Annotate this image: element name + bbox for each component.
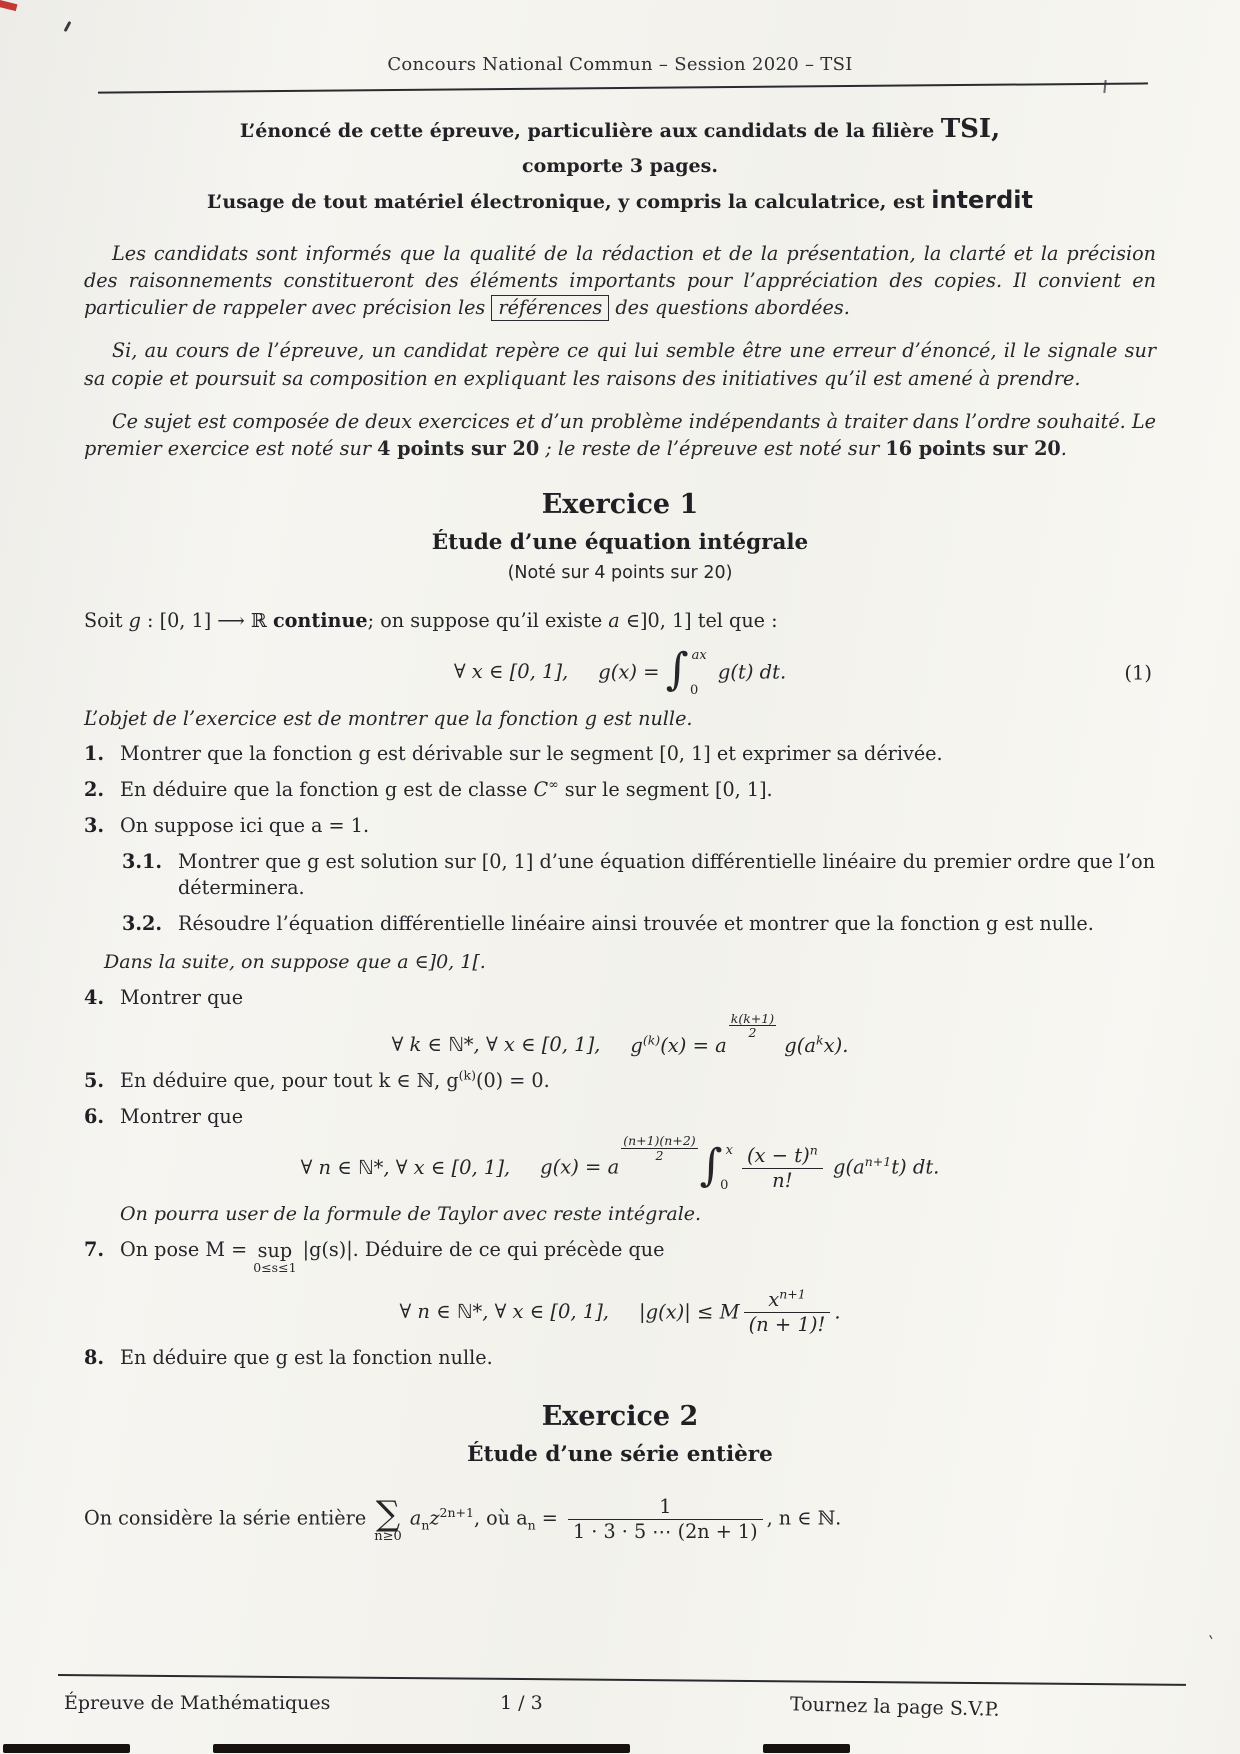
preamble-3-b: ; le reste de l’épreuve est noté sur bbox=[539, 437, 886, 461]
sigma-lower-limit: n≥0 bbox=[374, 1528, 402, 1544]
question-6-text: Montrer que bbox=[120, 1104, 244, 1128]
series-fraction bbox=[568, 1496, 763, 1543]
eq4-a-exponent: k bbox=[816, 1031, 824, 1047]
intro-text-c: ; on suppose qu’il existe bbox=[367, 608, 609, 632]
question-7-text bbox=[120, 1237, 1156, 1275]
question-3-2-text: Résoudre l’équation différentielle linéaire ainsi trouvée et montrer que la fonction g est nulle. bbox=[178, 912, 1094, 936]
preamble-3-c: . bbox=[1060, 437, 1067, 461]
series-variable-exponent: 2n+1 bbox=[439, 1505, 474, 1521]
sum-symbol bbox=[374, 1493, 402, 1544]
notice-filiere: TSI, bbox=[940, 114, 1001, 145]
infinity-exponent: ∞ bbox=[548, 776, 559, 792]
question-5 bbox=[84, 1068, 1156, 1095]
scan-bottom-strip bbox=[213, 1744, 630, 1753]
question-1-text: Montrer que la fonction g est dérivable sur le segment [0, 1] et exprimer sa dérivée. bbox=[120, 741, 943, 765]
exercise-1-subtitle: Étude d’une équation intégrale bbox=[431, 530, 809, 556]
display-equation-1 bbox=[84, 643, 1156, 698]
question-7-text-b: |g(s)|. Déduire de ce qui précède que bbox=[296, 1238, 665, 1262]
display-equation-6 bbox=[84, 1133, 1156, 1194]
question-3-1-text: Montrer que g est solution sur [0, 1] d’une équation différentielle linéaire du premier ordre que l’on déterminera. bbox=[178, 849, 1156, 900]
question-3-1 bbox=[122, 849, 1156, 903]
eq7-frac-num bbox=[744, 1286, 831, 1313]
eq6-exponent-fraction bbox=[621, 1134, 697, 1163]
eq7-frac-num-base: x bbox=[768, 1287, 780, 1311]
sup-limits: 0≤s≤1 bbox=[253, 1260, 297, 1276]
notice-line-3-text: L’usage de tout matériel électronique, y compris la calculatrice, est bbox=[207, 191, 932, 214]
integral-symbol: ∫ bbox=[699, 1139, 723, 1191]
scan-bottom-strip bbox=[763, 1744, 850, 1753]
question-3-2 bbox=[122, 911, 1156, 938]
question-3-1-number: 3.1. bbox=[122, 849, 163, 873]
question-2-text-b: sur le segment [0, 1]. bbox=[558, 777, 773, 801]
points-rest: 16 points sur 20 bbox=[885, 437, 1061, 461]
eq6-tail: g(a bbox=[826, 1155, 865, 1179]
eq6-a-exponent: n+1 bbox=[864, 1154, 892, 1170]
eq1-lhs: g(x) = bbox=[598, 660, 666, 684]
intro-text-d: ∈]0, 1] tel que : bbox=[619, 608, 778, 632]
preamble-2-text: Si, au cours de l’épreuve, un candidat repère ce qui lui semble être une erreur d’énoncé, il le signale sur sa copie et poursuit sa composition en expliquant les raisons des initiatives qu’il est amené à prendre. bbox=[84, 339, 1156, 390]
notice-line-3 bbox=[84, 181, 1156, 219]
sigma-glyph: ∑ bbox=[375, 1493, 401, 1534]
question-2-text bbox=[120, 777, 1156, 804]
eq1-lower-limit: 0 bbox=[690, 682, 699, 698]
eq7-frac-num-exp: n+1 bbox=[779, 1286, 806, 1302]
eq6-frac-num bbox=[742, 1142, 823, 1169]
question-3-2-number: 3.2. bbox=[122, 912, 163, 936]
equation-tag-1: (1) bbox=[1124, 661, 1152, 685]
eq6-integral-limits bbox=[720, 1143, 733, 1194]
taylor-hint: On pourra user de la formule de Taylor avec reste intégrale. bbox=[120, 1203, 702, 1226]
question-8 bbox=[84, 1345, 1156, 1372]
eq7-quantifier: ∀ n ∈ ℕ*, ∀ x ∈ [0, 1], bbox=[399, 1299, 610, 1323]
eq1-rhs: g(t) dt. bbox=[711, 660, 787, 684]
question-2-text-a: En déduire que la fonction g est de classe bbox=[120, 777, 534, 801]
notice-interdit: interdit bbox=[931, 186, 1033, 215]
eq7-frac-den: (n + 1)! bbox=[748, 1312, 826, 1336]
notice-line-1-text: L’énoncé de cette épreuve, particulière aux candidats de la filière bbox=[239, 120, 941, 143]
middle-note: Dans la suite, on suppose que a ∈]0, 1[. bbox=[104, 951, 486, 974]
eq4-exp-num: k(k+1) bbox=[730, 1010, 775, 1026]
eq4-end: x). bbox=[823, 1033, 849, 1057]
eq6-lower-limit: 0 bbox=[720, 1178, 729, 1194]
question-6-number: 6. bbox=[84, 1104, 105, 1128]
eq6-quantifier: ∀ n ∈ ℕ*, ∀ x ∈ [0, 1], bbox=[300, 1155, 511, 1179]
series-text-f: , n ∈ ℕ. bbox=[766, 1506, 842, 1530]
series-coefficient: a bbox=[403, 1506, 422, 1530]
footer-subject: Épreuve de Mathématiques bbox=[64, 1692, 331, 1714]
page-header bbox=[84, 52, 1156, 89]
intro-text-a: Soit bbox=[84, 608, 129, 632]
question-7 bbox=[84, 1237, 1156, 1275]
eq4-tail: g(a bbox=[778, 1033, 817, 1057]
var-a: a bbox=[608, 608, 620, 632]
intro-text-b: : [0, 1] ⟶ ℝ bbox=[140, 608, 273, 632]
preamble-1-before: Les candidats sont informés que la qualité de la rédaction et de la présentation, la clarté et la précision des raisonnements constitueront des éléments importants pour l’appréciation des copies. Il convient en particulier de rappeler avec précision les bbox=[84, 241, 1156, 320]
question-2-number: 2. bbox=[84, 777, 105, 801]
exercise-1-note: (Noté sur 4 points sur 20) bbox=[507, 563, 733, 584]
question-5-text bbox=[120, 1068, 1156, 1095]
question-1-number: 1. bbox=[84, 741, 105, 765]
footer-rule bbox=[58, 1674, 1186, 1686]
eq4-mid: (x) = a bbox=[660, 1033, 727, 1057]
header-title: Concours National Commun – Session 2020 – TSI bbox=[387, 54, 853, 75]
eq6-frac-num-base: (x − t) bbox=[746, 1143, 810, 1167]
preamble-3-a: Ce sujet est composée de deux exercices et d’un problème indépendants à traiter dans l’ordre souhaité. Le premier exercice est noté sur bbox=[84, 409, 1156, 461]
intro-bold-continue: continue bbox=[272, 608, 368, 632]
question-3-number: 3. bbox=[84, 813, 105, 837]
series-text-d: , où a bbox=[473, 1506, 528, 1530]
eq6-lhs: g(x) = a bbox=[540, 1155, 620, 1179]
eq6-upper-limit: x bbox=[725, 1143, 733, 1159]
series-frac-num: 1 bbox=[568, 1496, 763, 1520]
display-equation-7 bbox=[84, 1286, 1156, 1337]
exercise-2-title: Exercice 2 bbox=[541, 1401, 699, 1433]
question-8-number: 8. bbox=[84, 1346, 105, 1370]
question-7-number: 7. bbox=[84, 1238, 105, 1262]
sup-operator bbox=[253, 1238, 297, 1276]
exercise-2-series bbox=[84, 1493, 1156, 1544]
eq7-fraction bbox=[744, 1286, 831, 1337]
integral-symbol: ∫ bbox=[665, 643, 689, 695]
footer-turn-page: Tournez la page S.V.P. bbox=[789, 1693, 1000, 1721]
preamble-paragraph-3 bbox=[84, 408, 1156, 463]
eq4-exponent-fraction bbox=[729, 1012, 776, 1041]
preamble-paragraph-1 bbox=[84, 240, 1156, 322]
eq6-frac-num-exp: n bbox=[809, 1142, 818, 1158]
exercise-1-intro bbox=[84, 608, 1156, 635]
question-5-number: 5. bbox=[84, 1068, 105, 1092]
scan-bottom-strip bbox=[3, 1744, 130, 1753]
series-coefficient-index: n bbox=[421, 1517, 430, 1533]
eq6-end: t) dt. bbox=[891, 1155, 940, 1179]
question-3 bbox=[84, 813, 1156, 840]
eq1-integral-limits bbox=[689, 649, 707, 697]
question-5-text-b: (0) = 0. bbox=[475, 1068, 550, 1092]
series-text-a: On considère la série entière bbox=[84, 1506, 373, 1530]
class-c-symbol: C bbox=[533, 777, 549, 801]
question-3-text: On suppose ici que a = 1. bbox=[120, 813, 370, 837]
var-g: g bbox=[128, 608, 141, 632]
notice-block bbox=[84, 109, 1156, 219]
eq1-upper-limit: ax bbox=[691, 647, 707, 663]
exercise-1-title: Exercice 1 bbox=[541, 489, 699, 521]
header-rule bbox=[98, 83, 1148, 94]
question-7-text-a: On pose M = bbox=[120, 1238, 254, 1262]
eq4-quantifier: ∀ k ∈ ℕ*, ∀ x ∈ [0, 1], bbox=[391, 1033, 601, 1057]
eq1-quantifier: ∀ x ∈ [0, 1], bbox=[453, 660, 569, 684]
eq6-exp-den: 2 bbox=[655, 1147, 664, 1163]
question-4 bbox=[84, 985, 1156, 1012]
eq4-exp-den: 2 bbox=[748, 1025, 757, 1041]
exercise-1-objective: L’objet de l’exercice est de montrer que la fonction g est nulle. bbox=[84, 706, 693, 730]
preamble-paragraph-2 bbox=[84, 337, 1156, 392]
display-equation-4 bbox=[84, 1010, 1156, 1059]
points-exercise-1: 4 points sur 20 bbox=[377, 437, 540, 461]
exercise-2-subtitle: Étude d’une série entière bbox=[467, 1442, 773, 1468]
series-frac-den: 1 · 3 · 5 ⋯ (2n + 1) bbox=[572, 1520, 758, 1544]
notice-line-1 bbox=[84, 109, 1156, 151]
question-2 bbox=[84, 777, 1156, 804]
eq6-exp-num: (n+1)(n+2) bbox=[623, 1133, 696, 1149]
series-variable: z bbox=[429, 1506, 440, 1530]
eq7-lhs: |g(x)| ≤ M bbox=[639, 1299, 740, 1323]
question-8-text: En déduire que g est la fonction nulle. bbox=[120, 1346, 493, 1370]
sup-word: sup bbox=[257, 1238, 293, 1262]
eq7-end: . bbox=[834, 1299, 841, 1323]
boxed-references: références bbox=[491, 295, 609, 321]
footer-page-number: 1 / 3 bbox=[500, 1692, 543, 1714]
question-5-text-a: En déduire que, pour tout k ∈ ℕ, g bbox=[120, 1068, 459, 1092]
preamble-1-after: des questions abordées. bbox=[609, 296, 850, 320]
eq6-frac-den: n! bbox=[772, 1168, 793, 1192]
scan-comma-mark: ` bbox=[1204, 1633, 1217, 1656]
eq4-g: g bbox=[630, 1033, 643, 1057]
question-4-number: 4. bbox=[84, 985, 105, 1009]
series-equals: = bbox=[535, 1506, 564, 1530]
eq4-derivative-order: (k) bbox=[642, 1031, 661, 1047]
series-an-index: n bbox=[527, 1517, 536, 1533]
notice-line-2: comporte 3 pages. bbox=[522, 154, 718, 177]
question-1 bbox=[84, 741, 1156, 768]
question-4-text: Montrer que bbox=[120, 985, 244, 1009]
question-5-derivative-order: (k) bbox=[458, 1067, 476, 1083]
question-6 bbox=[84, 1104, 1156, 1131]
eq6-fraction bbox=[742, 1142, 823, 1193]
